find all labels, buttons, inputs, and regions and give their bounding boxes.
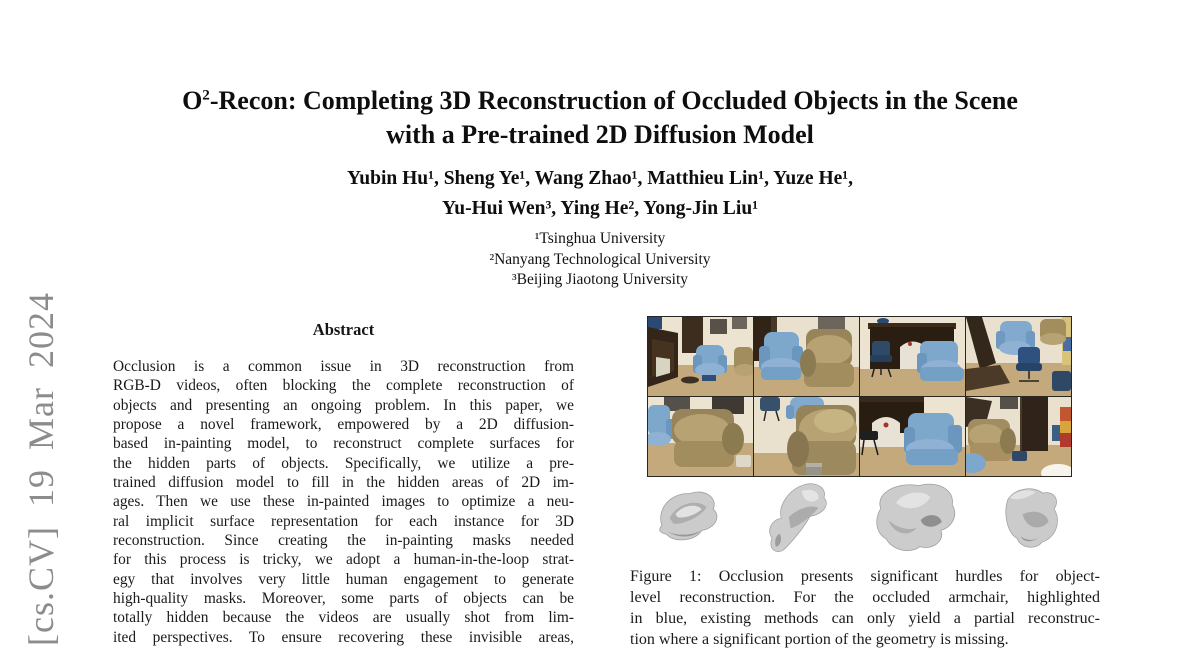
mesh-render-1 <box>652 485 728 547</box>
fireplace-corner <box>648 327 678 387</box>
left-column <box>113 320 574 647</box>
abstract-line: reconstruction. Since creating the in-painting masks needed <box>113 532 574 550</box>
office-chair <box>870 341 892 377</box>
occluded-armchair-highlight <box>917 341 964 381</box>
tan-armchair <box>800 329 854 387</box>
affiliation: ²Nanyang Technological University <box>489 250 711 268</box>
author-list <box>0 164 1200 224</box>
scene-photo-r2c2 <box>754 397 859 476</box>
abstract-line: based in-painting model, to reconstruct complete surfaces for <box>113 435 574 453</box>
occluded-armchair-highlight <box>904 413 962 465</box>
abstract-line: trained diffusion model to fill in the hidden areas of 2D im- <box>113 474 574 492</box>
scene-photo-r1c4 <box>966 317 1071 396</box>
tan-armchair <box>1040 319 1066 345</box>
dark-door <box>1022 397 1048 451</box>
abstract-line: ages. Then we use these in-painted images to optimize a neu- <box>113 493 574 511</box>
scene-photo-r2c4 <box>966 397 1071 476</box>
abstract-line: RGB-D videos, often blocking the complete reconstruction of <box>113 377 574 395</box>
abstract-line: Occlusion is a common issue in 3D reconstruction from <box>113 358 574 375</box>
title-line1: $O^2$-Recon: Completing 3D Reconstruction of Occluded Objects in the Scene <box>182 86 1018 115</box>
abstract-line: objects and presenting an ongoing problem. In this paper, we <box>113 396 574 414</box>
abstract-line: propose a novel framework, empowered by a 2D diffusion- <box>113 416 574 434</box>
mesh-render-2 <box>761 480 835 558</box>
abstract-line: for this process is tricky, we adopt a human-in-the-loop strat- <box>113 551 574 569</box>
paper-title <box>0 84 1200 152</box>
abstract-line: totally hidden because the videos are usually shot from lim- <box>113 609 574 627</box>
affiliation: ¹Tsinghua University <box>534 230 666 247</box>
caption-line: Figure 1: Occlusion presents significant hurdles for object- <box>630 568 1100 585</box>
scene-photo-r1c2 <box>754 317 859 396</box>
caption-line: in blue, existing methods can only yield a partial reconstruc- <box>630 610 1100 627</box>
affiliation: ³Beijing Jiaotong University <box>512 271 688 288</box>
arxiv-stamp: [cs.CV] 19 Mar 2024 <box>21 292 61 646</box>
author-line: Yubin Hu¹, Sheng Ye¹, Wang Zhao¹, Matthieu Lin¹, Yuze He¹, <box>346 168 854 189</box>
title-superscript: 2 <box>202 87 210 104</box>
author-line: Yu-Hui Wen³, Ying He², Yong-Jin Liu¹ <box>441 198 759 219</box>
abstract-body <box>113 357 574 647</box>
abstract-line: egy that involves very little human engagement to generate <box>113 570 574 588</box>
scene-photo-r1c1 <box>648 317 753 396</box>
figure-caption <box>630 566 1100 648</box>
scene-photo-r1c3 <box>860 317 965 396</box>
mesh-render-4 <box>996 483 1064 555</box>
occluded-armchair-highlight <box>693 345 727 377</box>
title-line2: with a Pre-trained 2D Diffusion Model <box>386 120 814 149</box>
wall-picture <box>710 319 727 334</box>
abstract-line: ited perspectives. To ensure recovering these invisible areas, <box>113 628 574 646</box>
figure1-mesh-row <box>652 478 1064 560</box>
occluded-armchair-highlight <box>759 332 803 380</box>
caption-line: level reconstruction. For the occluded armchair, highlighted <box>630 589 1100 606</box>
scene-photo-r2c1 <box>648 397 753 476</box>
abstract-line: the hidden parts of objects. Specifically, we utilize a pre- <box>113 454 574 472</box>
affiliation-list <box>0 229 1200 291</box>
figure1-photo-grid <box>647 316 1072 477</box>
abstract-line: ral implicit surface representation for each instance for 3D <box>113 512 574 530</box>
scene-photo-r2c3 <box>860 397 965 476</box>
wall-picture <box>1000 397 1018 409</box>
abstract-line: high-quality masks. Moreover, some parts of objects can be <box>113 590 574 608</box>
caption-line: tion where a significant portion of the geometry is missing. <box>630 631 1009 648</box>
tan-armchair <box>734 347 753 376</box>
tan-armchair <box>672 409 744 467</box>
abstract-heading: Abstract <box>312 320 375 339</box>
mesh-render-3 <box>867 478 963 560</box>
